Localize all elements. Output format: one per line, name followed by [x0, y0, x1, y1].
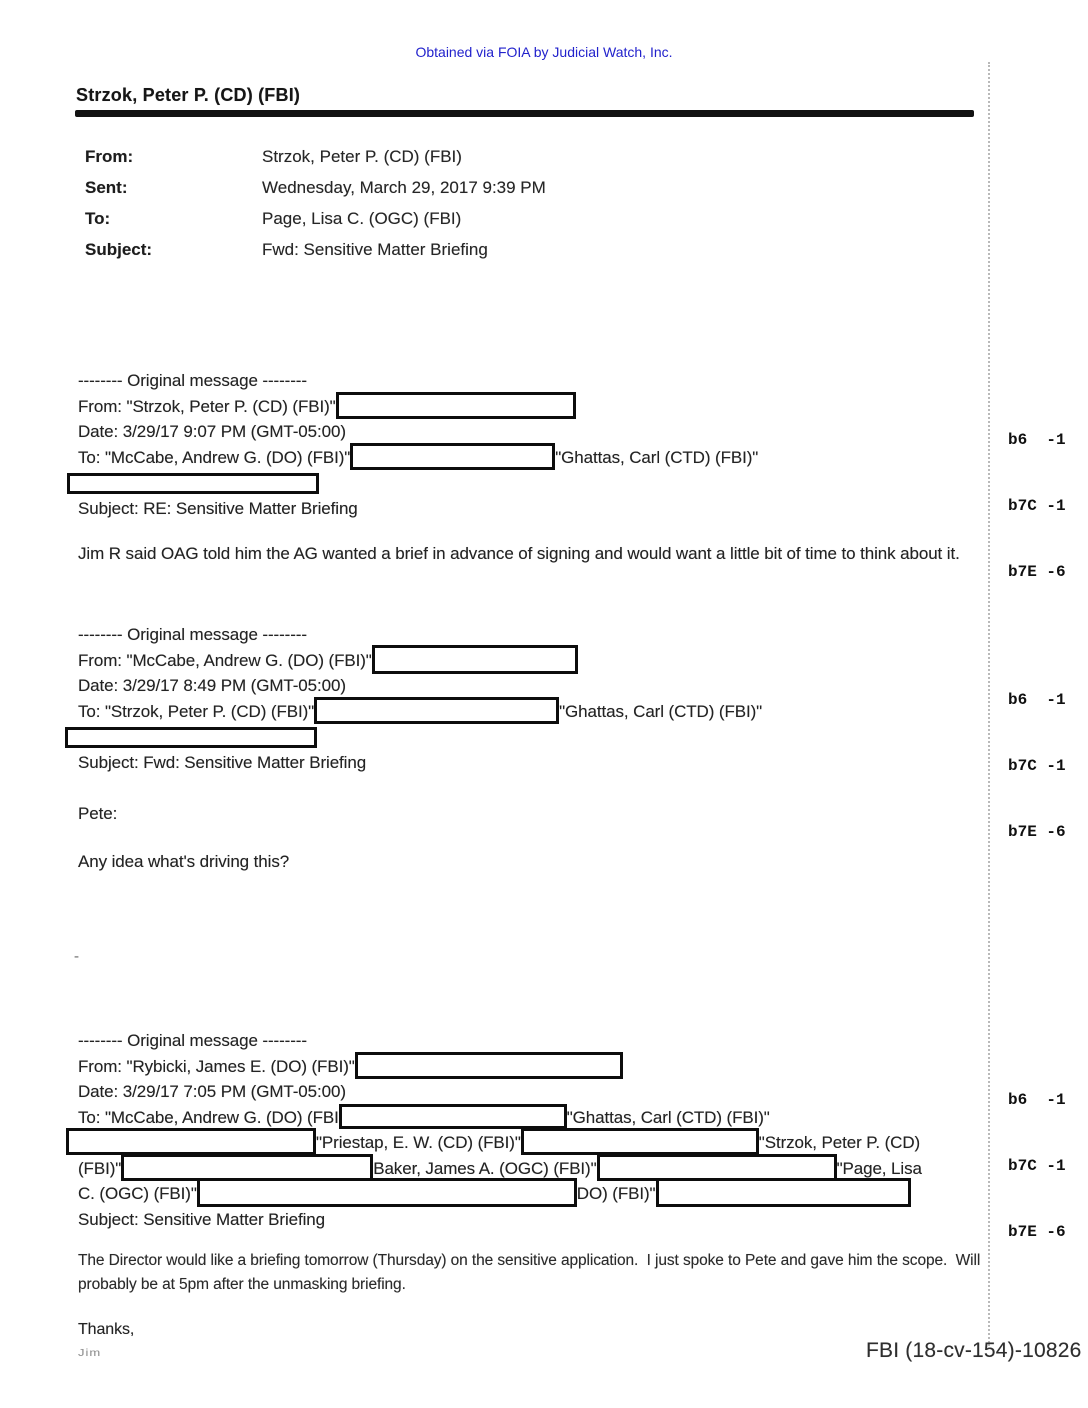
exemption-code: b6 -1: [1008, 1091, 1066, 1109]
redaction-box: [350, 443, 555, 470]
redaction-line: [78, 470, 986, 496]
message-divider: -------- Original message --------: [78, 371, 307, 390]
exemption-codes-block-1: [1008, 385, 1066, 627]
message-body: Any idea what's driving this?: [78, 851, 290, 871]
redaction-box: [656, 1178, 911, 1207]
redaction-box: [314, 697, 559, 724]
to-text: To: "McCabe, Andrew G. (DO) (FBI)": [78, 447, 351, 467]
bates-number: FBI (18-cv-154)-10826: [866, 1339, 1082, 1362]
to-text-after: "Ghattas, Carl (CTD) (FBI)": [566, 1107, 770, 1127]
date-line: Date: 3/29/17 9:07 PM (GMT-05:00): [78, 422, 346, 441]
exemption-code: b7E -6: [1008, 1223, 1066, 1241]
to-text-after: "Ghattas, Carl (CTD) (FBI)": [555, 447, 759, 467]
header-row-sent: [85, 178, 546, 209]
scan-edge-dotted-line: [988, 62, 990, 1346]
message-divider: -------- Original message --------: [78, 1031, 307, 1050]
exemption-codes-block-2: [1008, 645, 1066, 887]
recipients-line-3: [78, 1181, 986, 1207]
to-line: [78, 699, 986, 725]
from-line: [78, 1054, 986, 1080]
header-row-from: [85, 147, 546, 178]
header-value: Page, Lisa C. (OGC) (FBI): [262, 209, 462, 228]
exemption-code: b7E -6: [1008, 563, 1066, 581]
redaction-box: [355, 1052, 623, 1079]
signature-text: Jim: [78, 1346, 102, 1358]
from-line: [78, 648, 986, 674]
to-line: [78, 445, 986, 471]
redaction-box: [521, 1128, 759, 1155]
to-text: To: "McCabe, Andrew G. (DO) (FBI: [78, 1107, 339, 1127]
recipient-text: C. (OGC) (FBI)": [78, 1184, 197, 1203]
exemption-code: b6 -1: [1008, 691, 1066, 709]
from-text: From: "McCabe, Andrew G. (DO) (FBI)": [78, 650, 372, 670]
header-label: Sent:: [85, 178, 128, 197]
header-value: Strzok, Peter P. (CD) (FBI): [262, 147, 462, 166]
redaction-box: [597, 1154, 837, 1181]
closing-text: Thanks,: [78, 1321, 135, 1338]
header-label: Subject:: [85, 240, 153, 259]
recipient-text: "Page, Lisa: [836, 1158, 922, 1178]
stray-dash-mark: -: [74, 948, 79, 965]
date-line: Date: 3/29/17 7:05 PM (GMT-05:00): [78, 1082, 346, 1101]
message-body: The Director would like a briefing tomorrow (Thursday) on the sensitive application. I just spoke to Pete and gave him the scope. Will probably be at 5pm after the unmasking briefing.: [78, 1252, 985, 1293]
subject-line: Subject: RE: Sensitive Matter Briefing: [78, 498, 358, 518]
redaction-line: [78, 724, 986, 750]
foia-watermark: Obtained via FOIA by Judicial Watch, Inc.: [415, 44, 673, 60]
title-underline-rule: [75, 110, 974, 117]
subject-line: Subject: Fwd: Sensitive Matter Briefing: [78, 752, 367, 772]
header-label: From:: [85, 147, 134, 166]
from-line: [78, 394, 986, 420]
exemption-code: b7C -1: [1008, 497, 1066, 515]
quoted-message-2: [78, 622, 986, 874]
header-row-subject: [85, 240, 546, 271]
exemption-code: b6 -1: [1008, 431, 1066, 449]
message-body: Jim R said OAG told him the AG wanted a brief in advance of signing and would want a little bit of time to think about it.: [78, 544, 960, 563]
quoted-message-3: [78, 1028, 986, 1368]
header-row-to: [85, 209, 546, 240]
exemption-code: b7C -1: [1008, 1157, 1066, 1175]
quoted-message-1: [78, 368, 986, 566]
exemption-code: b7E -6: [1008, 823, 1066, 841]
to-text-after: "Ghattas, Carl (CTD) (FBI)": [559, 701, 763, 721]
from-text: From: "Strzok, Peter P. (CD) (FBI)": [78, 396, 336, 416]
page-title: Strzok, Peter P. (CD) (FBI): [76, 85, 301, 105]
recipients-line-1: [78, 1130, 986, 1156]
exemption-codes-block-3: [1008, 1045, 1066, 1287]
salutation: Pete:: [78, 804, 118, 823]
recipient-text: "Strzok, Peter P. (CD): [758, 1133, 921, 1152]
from-text: From: "Rybicki, James E. (DO) (FBI)": [78, 1056, 355, 1076]
redaction-box: [339, 1104, 567, 1129]
exemption-code: b7C -1: [1008, 757, 1066, 775]
subject-line: Subject: Sensitive Matter Briefing: [78, 1209, 325, 1229]
header-value: Fwd: Sensitive Matter Briefing: [262, 240, 488, 259]
redaction-box: [197, 1178, 577, 1207]
to-text: To: "Strzok, Peter P. (CD) (FBI)": [78, 701, 315, 721]
date-line: Date: 3/29/17 8:49 PM (GMT-05:00): [78, 676, 346, 695]
redaction-box: [336, 392, 576, 419]
email-header-fields: [85, 147, 546, 271]
recipient-text: Baker, James A. (OGC) (FBI)": [373, 1158, 597, 1178]
recipient-text: "Priestap, E. W. (CD) (FBI)": [316, 1133, 521, 1152]
to-line: [78, 1105, 986, 1131]
header-label: To:: [85, 209, 111, 228]
redaction-box: [121, 1154, 373, 1181]
message-divider: -------- Original message --------: [78, 625, 307, 644]
recipient-text: DO) (FBI)": [576, 1184, 656, 1203]
redaction-box: [67, 473, 319, 494]
redaction-box: [66, 1128, 316, 1155]
recipient-text: (FBI)": [78, 1158, 122, 1178]
redaction-box: [372, 645, 578, 674]
redaction-box: [65, 727, 317, 748]
header-value: Wednesday, March 29, 2017 9:39 PM: [262, 178, 546, 197]
